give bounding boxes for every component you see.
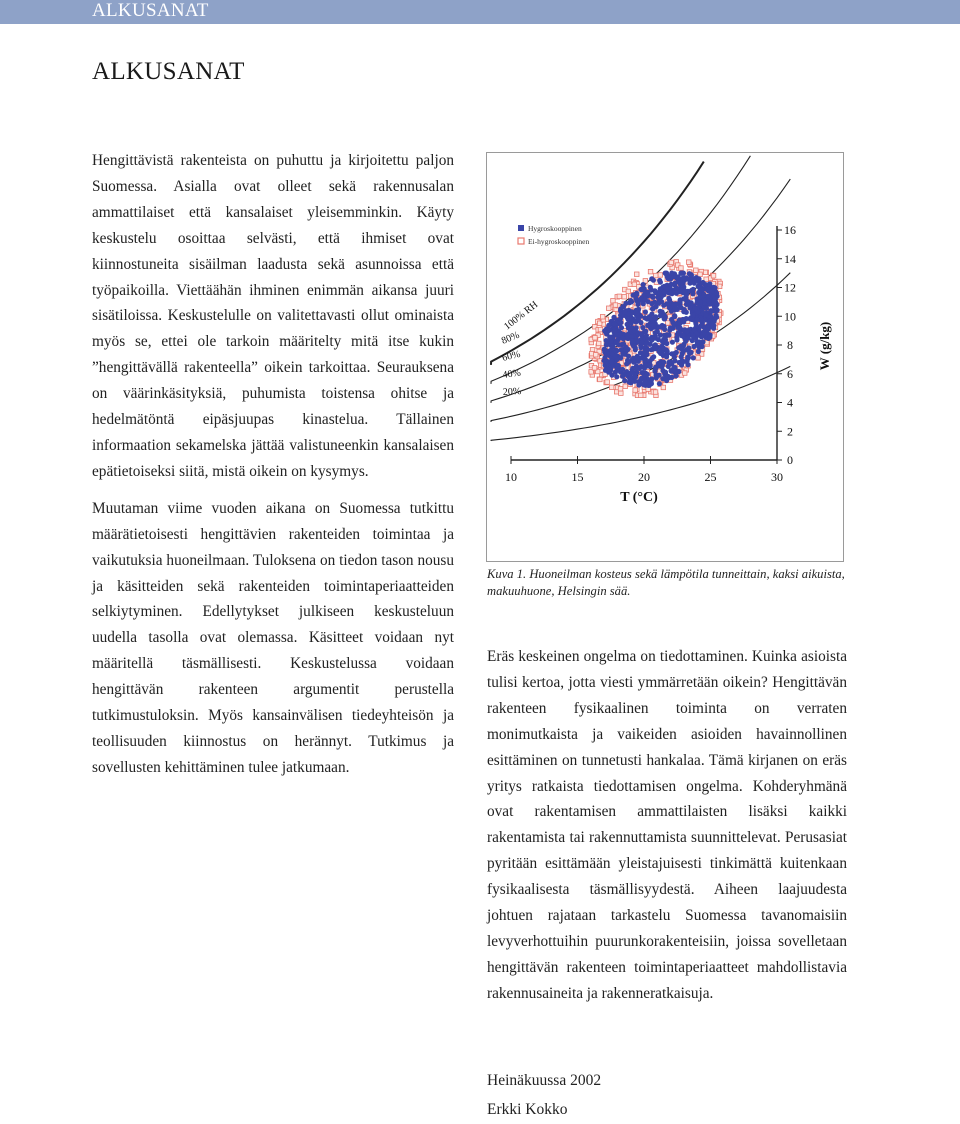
scatter-point-hygroskooppinen [604, 330, 609, 335]
scatter-point-ei-hygroskooppinen [611, 299, 616, 304]
scatter-point-ei-hygroskooppinen [665, 321, 670, 326]
scatter-point-hygroskooppinen [679, 347, 684, 352]
scatter-point-hygroskooppinen [661, 303, 666, 308]
rh-curve-label: 20% [502, 386, 522, 398]
scatter-point-hygroskooppinen [648, 362, 653, 367]
chart-legend [518, 224, 589, 246]
y-tick-label: 14 [784, 251, 796, 266]
scatter-point-hygroskooppinen [696, 349, 701, 354]
paragraph: Muutaman viime vuoden aikana on Suomessa tutkittu määrätietoisesti hengittävien rakenteiden toimintaa ja vaikutuksia huoneilmaan. Tuloksena on tiedon tason nousu ja käsitteiden sekä rakenteiden toimintaperiaatteiden selkiytyminen. Edellytykset julkiseen keskusteluun uudella tasolla ovat olemassa. Käsitteet voidaan nyt määritellä täsmällisesti. Keskustelussa voidaan hengittävän rakenteen argumentit perustella tutkimustuloksin. Myös kansainvälisen tiedeyhteisön ja teollisuuden kiinnostus on herännyt. Tutkimus ja sovellusten kehittäminen tulee jatkumaan. [92, 499, 454, 776]
scatter-point-ei-hygroskooppinen [658, 273, 663, 278]
scatter-point-hygroskooppinen [649, 376, 654, 381]
scatter-point-hygroskooppinen [625, 322, 630, 327]
scatter-point-hygroskooppinen [655, 329, 660, 334]
scatter-point-ei-hygroskooppinen [617, 294, 622, 299]
scatter-point-hygroskooppinen [645, 372, 650, 377]
scatter-point-ei-hygroskooppinen [613, 303, 618, 308]
scatter-point-hygroskooppinen [642, 315, 647, 320]
scatter-point-hygroskooppinen [697, 299, 702, 304]
scatter-point-hygroskooppinen [625, 332, 630, 337]
legend-entry-hygroskooppinen: Hygroskooppinen [528, 224, 582, 233]
y-tick-label: 4 [787, 395, 793, 410]
scatter-point-ei-hygroskooppinen [622, 295, 627, 300]
scatter-point-hygroskooppinen [636, 382, 641, 387]
scatter-point-hygroskooppinen [649, 338, 654, 343]
scatter-point-hygroskooppinen [664, 341, 669, 346]
scatter-point-hygroskooppinen [642, 349, 647, 354]
scatter-point-hygroskooppinen [622, 309, 627, 314]
scatter-point-hygroskooppinen [692, 327, 697, 332]
scatter-point-ei-hygroskooppinen [609, 385, 614, 390]
scatter-point-ei-hygroskooppinen [626, 289, 631, 294]
legend-swatch-ei-hygroskooppinen [518, 238, 524, 244]
scatter-point-hygroskooppinen [664, 272, 669, 277]
scatter-point-hygroskooppinen [690, 333, 695, 338]
scatter-point-hygroskooppinen [658, 286, 663, 291]
scatter-point-ei-hygroskooppinen [683, 371, 688, 376]
scatter-point-ei-hygroskooppinen [598, 327, 603, 332]
scatter-point-hygroskooppinen [617, 332, 622, 337]
scatter-point-hygroskooppinen [680, 317, 685, 322]
scatter-point-ei-hygroskooppinen [618, 387, 623, 392]
y-tick-label: 10 [784, 309, 796, 324]
page-title: ALKUSANAT [92, 58, 245, 85]
scatter-point-hygroskooppinen [672, 354, 677, 359]
scatter-point-hygroskooppinen [714, 307, 719, 312]
scatter-point-ei-hygroskooppinen [661, 385, 666, 390]
scatter-point-hygroskooppinen [668, 291, 673, 296]
scatter-point-ei-hygroskooppinen [654, 273, 659, 278]
scatter-point-hygroskooppinen [613, 353, 618, 358]
scatter-point-hygroskooppinen [670, 340, 675, 345]
scatter-point-ei-hygroskooppinen [694, 268, 699, 273]
scatter-point-ei-hygroskooppinen [632, 282, 637, 287]
y-axis-label: W (g/kg) [817, 321, 832, 371]
scatter-point-hygroskooppinen [656, 324, 661, 329]
scatter-point-hygroskooppinen [677, 325, 682, 330]
scatter-point-hygroskooppinen [672, 322, 677, 327]
scatter-point-hygroskooppinen [654, 364, 659, 369]
scatter-point-ei-hygroskooppinen [635, 272, 640, 277]
scatter-point-hygroskooppinen [693, 306, 698, 311]
scatter-point-hygroskooppinen [707, 281, 712, 286]
scatter-point-hygroskooppinen [638, 287, 643, 292]
scatter-point-hygroskooppinen [666, 332, 671, 337]
scatter-point-hygroskooppinen [650, 295, 655, 300]
scatter-point-hygroskooppinen [685, 356, 690, 361]
scatter-point-hygroskooppinen [619, 347, 624, 352]
scatter-point-hygroskooppinen [643, 380, 648, 385]
scatter-point-hygroskooppinen [632, 359, 637, 364]
scatter-point-hygroskooppinen [618, 369, 623, 374]
signature-author: Erkki Kokko [487, 1101, 568, 1118]
rh-curve-label: 60% [501, 348, 522, 364]
right-column [487, 644, 847, 1007]
scatter-point-hygroskooppinen [649, 287, 654, 292]
scatter-point-hygroskooppinen [699, 318, 704, 323]
y-tick-label: 6 [787, 366, 793, 381]
scatter-point-hygroskooppinen [643, 341, 648, 346]
rh-curve-label: 100% RH [502, 299, 541, 333]
scatter-point-hygroskooppinen [663, 370, 668, 375]
scatter-point-hygroskooppinen [703, 328, 708, 333]
scatter-point-hygroskooppinen [627, 316, 632, 321]
scatter-point-hygroskooppinen [674, 337, 679, 342]
scatter-point-hygroskooppinen [628, 298, 633, 303]
scatter-point-ei-hygroskooppinen [598, 377, 603, 382]
scatter-point-hygroskooppinen [614, 374, 619, 379]
scatter-point-hygroskooppinen [666, 301, 671, 306]
scatter-point-hygroskooppinen [656, 337, 661, 342]
scatter-point-hygroskooppinen [686, 345, 691, 350]
scatter-point-ei-hygroskooppinen [623, 384, 628, 389]
scatter-point-hygroskooppinen [624, 361, 629, 366]
scatter-point-hygroskooppinen [703, 313, 708, 318]
scatter-point-hygroskooppinen [710, 324, 715, 329]
psychrometric-chart [487, 153, 843, 561]
rh-curve-label: 80% [500, 329, 522, 347]
scatter-point-hygroskooppinen [643, 309, 648, 314]
scatter-point-hygroskooppinen [613, 370, 618, 375]
scatter-point-hygroskooppinen [613, 340, 618, 345]
scatter-point-hygroskooppinen [665, 286, 670, 291]
scatter-point-hygroskooppinen [657, 278, 662, 283]
signature [487, 1066, 601, 1124]
y-tick-label: 0 [787, 453, 793, 467]
scatter-point-hygroskooppinen [643, 362, 648, 367]
paragraph: Hengittävistä rakenteista on puhuttu ja kirjoitettu paljon Suomessa. Asialla ovat olleet sekä rakennusalan ammattilaiset että kansalaiset yleisemminkin. Käyty keskustelu osoittaa selvästi, että ihmiset ovat kiinnostuneita sisäilman laadusta sekä asunnoissa että työpaikoilla. Viettäähän ihminen enimmän aikansa juuri sisätiloissa. Keskustelulle on valitettavasti ollut ominaista myös se, ettei ole tarkoin määritelty mitä itse kukin ”hengittävällä rakenteella” oikein tarkoittaa. Seurauksena on väärinkäsityksiä, puhumista toistensa ohitse ja hedelmätöntä eipäsjuupas kinastelua. Tällainen informaation sekamelska jättää valistuneenkin kansalaisen epätietoiseksi siitä, mistä oikein on kysymys. [92, 152, 454, 480]
rh-curve-label: 40% [501, 367, 522, 381]
scatter-point-hygroskooppinen [648, 316, 653, 321]
scatter-point-hygroskooppinen [638, 331, 643, 336]
scatter-point-hygroskooppinen [619, 325, 624, 330]
scatter-point-ei-hygroskooppinen [600, 315, 605, 320]
figure [486, 152, 844, 562]
scatter-point-hygroskooppinen [698, 323, 703, 328]
scatter-point-ei-hygroskooppinen [605, 380, 610, 385]
scatter-point-hygroskooppinen [679, 362, 684, 367]
scatter-point-hygroskooppinen [696, 339, 701, 344]
y-tick-label: 2 [787, 424, 793, 439]
scatter-point-hygroskooppinen [712, 317, 717, 322]
scatter-point-hygroskooppinen [603, 368, 608, 373]
scatter-point-hygroskooppinen [609, 359, 614, 364]
scatter-point-hygroskooppinen [677, 300, 682, 305]
scatter-point-hygroskooppinen [713, 300, 718, 305]
scatter-point-hygroskooppinen [710, 288, 715, 293]
scatter-point-hygroskooppinen [691, 355, 696, 360]
scatter-point-hygroskooppinen [640, 370, 645, 375]
scatter-point-ei-hygroskooppinen [653, 390, 658, 395]
scatter-point-hygroskooppinen [612, 321, 617, 326]
scatter-point-ei-hygroskooppinen [648, 269, 653, 274]
scatter-point-hygroskooppinen [666, 296, 671, 301]
y-tick-label: 12 [784, 280, 796, 295]
scatter-point-ei-hygroskooppinen [696, 356, 701, 361]
scatter-point-hygroskooppinen [618, 306, 623, 311]
scatter-point-hygroskooppinen [632, 329, 637, 334]
scatter-point-hygroskooppinen [633, 375, 638, 380]
scatter-point-hygroskooppinen [672, 283, 677, 288]
scatter-point-hygroskooppinen [687, 351, 692, 356]
scatter-point-ei-hygroskooppinen [633, 388, 638, 393]
scatter-point-hygroskooppinen [626, 354, 631, 359]
scatter-point-hygroskooppinen [691, 312, 696, 317]
scatter-point-ei-hygroskooppinen [592, 366, 597, 371]
scatter-point-hygroskooppinen [643, 329, 648, 334]
scatter-point-hygroskooppinen [714, 291, 719, 296]
scatter-point-hygroskooppinen [664, 347, 669, 352]
scatter-point-hygroskooppinen [607, 335, 612, 340]
scatter-point-ei-hygroskooppinen [619, 391, 624, 396]
scatter-point-hygroskooppinen [602, 358, 607, 363]
scatter-point-hygroskooppinen [653, 346, 658, 351]
scatter-point-hygroskooppinen [649, 276, 654, 281]
scatter-point-hygroskooppinen [678, 271, 683, 276]
scatter-point-hygroskooppinen [623, 301, 628, 306]
scatter-point-ei-hygroskooppinen [639, 393, 644, 398]
scatter-point-hygroskooppinen [672, 274, 677, 279]
scatter-point-ei-hygroskooppinen [594, 353, 599, 358]
scatter-point-hygroskooppinen [612, 315, 617, 320]
scatter-point-hygroskooppinen [691, 287, 696, 292]
scatter-point-hygroskooppinen [685, 328, 690, 333]
scatter-point-hygroskooppinen [690, 279, 695, 284]
scatter-point-hygroskooppinen [634, 308, 639, 313]
scatter-point-ei-hygroskooppinen [679, 266, 684, 271]
x-axis-label: T (°C) [620, 490, 658, 505]
legend-swatch-hygroskooppinen [518, 225, 524, 231]
scatter-point-hygroskooppinen [707, 334, 712, 339]
x-tick-label: 15 [571, 470, 584, 484]
x-tick-label: 25 [704, 470, 717, 484]
scatter-point-hygroskooppinen [699, 334, 704, 339]
scatter-point-hygroskooppinen [680, 276, 685, 281]
y-tick-label: 8 [787, 338, 793, 352]
scatter-point-hygroskooppinen [690, 291, 695, 296]
scatter-point-hygroskooppinen [630, 369, 635, 374]
scatter-point-hygroskooppinen [661, 360, 666, 365]
paragraph: Eräs keskeinen ongelma on tiedottaminen. Kuinka asioista tulisi kertoa, jotta viesti ymmärretään oikein? Hengittävän rakenteen fysikaalinen toiminta on verraten monimutkaista ja vaikeiden asioiden havainnollinen esittäminen on tunnetusti hankalaa. Tämä kirjanen on eräs yritys ratkaista tiedottamisen ongelma. Kohderyhmänä ovat rakentamisen ammattilaisten lisäksi kaikki rakentamista tai rakennuttamista suunnittelevat. Perusasiat pyritään esittämään yleistajuisesti tinkimättä kuitenkaan fysikaalisesta täsmällisyydestä. Aiheen laajuudesta johtuen rajataan tarkastelu Suomessa tavanomaisiin levyverhottuihin puurunkorakenteisiin, joissa sovelletaan hengittävän rakenteen toimintaperiaatteet mahdollistavia rakennusaineita ja rakenneratkaisuja. [487, 648, 847, 1002]
scatter-point-hygroskooppinen [631, 344, 636, 349]
x-tick-label: 20 [638, 470, 650, 484]
scatter-point-hygroskooppinen [684, 310, 689, 315]
scatter-point-hygroskooppinen [622, 378, 627, 383]
scatter-point-hygroskooppinen [664, 354, 669, 359]
scatter-point-hygroskooppinen [657, 381, 662, 386]
scatter-point-hygroskooppinen [709, 309, 714, 314]
scatter-point-hygroskooppinen [700, 287, 705, 292]
scatter-point-hygroskooppinen [672, 302, 677, 307]
scatter-point-hygroskooppinen [672, 313, 677, 318]
legend-entry-ei-hygroskooppinen: Ei-hygroskooppinen [528, 237, 590, 246]
scatter-point-hygroskooppinen [628, 380, 633, 385]
scatter-point-hygroskooppinen [615, 363, 620, 368]
scatter-point-hygroskooppinen [696, 276, 701, 281]
scatter-point-hygroskooppinen [680, 333, 685, 338]
scatter-point-hygroskooppinen [653, 315, 658, 320]
signature-date: Heinäkuussa 2002 [487, 1072, 602, 1089]
scatter-point-ei-hygroskooppinen [597, 341, 602, 346]
scatter-point-hygroskooppinen [634, 296, 639, 301]
scatter-point-hygroskooppinen [613, 348, 618, 353]
y-tick-label: 16 [784, 223, 796, 237]
scatter-point-hygroskooppinen [666, 364, 671, 369]
scatter-point-hygroskooppinen [700, 280, 705, 285]
scatter-point-hygroskooppinen [658, 291, 663, 296]
scatter-point-hygroskooppinen [704, 306, 709, 311]
scatter-point-hygroskooppinen [672, 369, 677, 374]
scatter-point-ei-hygroskooppinen [607, 306, 612, 311]
scatter-point-hygroskooppinen [643, 297, 648, 302]
scatter-point-hygroskooppinen [701, 292, 706, 297]
scatter-point-hygroskooppinen [654, 375, 659, 380]
scatter-point-hygroskooppinen [654, 304, 659, 309]
x-tick-label: 10 [505, 470, 517, 484]
scatter-point-hygroskooppinen [630, 338, 635, 343]
scatter-point-hygroskooppinen [651, 323, 656, 328]
scatter-point-hygroskooppinen [683, 339, 688, 344]
scatter-point-hygroskooppinen [667, 328, 672, 333]
scatter-point-hygroskooppinen [706, 299, 711, 304]
section-header-label: ALKUSANAT [92, 0, 209, 21]
scatter-point-hygroskooppinen [683, 288, 688, 293]
scatter-point-hygroskooppinen [623, 345, 628, 350]
left-column [92, 148, 454, 792]
scatter-point-hygroskooppinen [662, 327, 667, 332]
scatter-point-hygroskooppinen [685, 362, 690, 367]
scatter-point-ei-hygroskooppinen [687, 260, 692, 265]
section-header-band [0, 0, 960, 24]
scatter-point-hygroskooppinen [694, 317, 699, 322]
scatter-point-hygroskooppinen [651, 354, 656, 359]
scatter-point-ei-hygroskooppinen [593, 336, 598, 341]
scatter-point-hygroskooppinen [608, 339, 613, 344]
x-tick-label: 30 [771, 470, 783, 484]
scatter-point-hygroskooppinen [689, 272, 694, 277]
scatter-point-hygroskooppinen [658, 313, 663, 318]
scatter-point-ei-hygroskooppinen [711, 274, 716, 279]
figure-caption: Kuva 1. Huoneilman kosteus sekä lämpötila tunneittain, kaksi aikuista, makuuhuone, Helsingin sää. [487, 567, 845, 598]
scatter-point-ei-hygroskooppinen [669, 260, 674, 265]
